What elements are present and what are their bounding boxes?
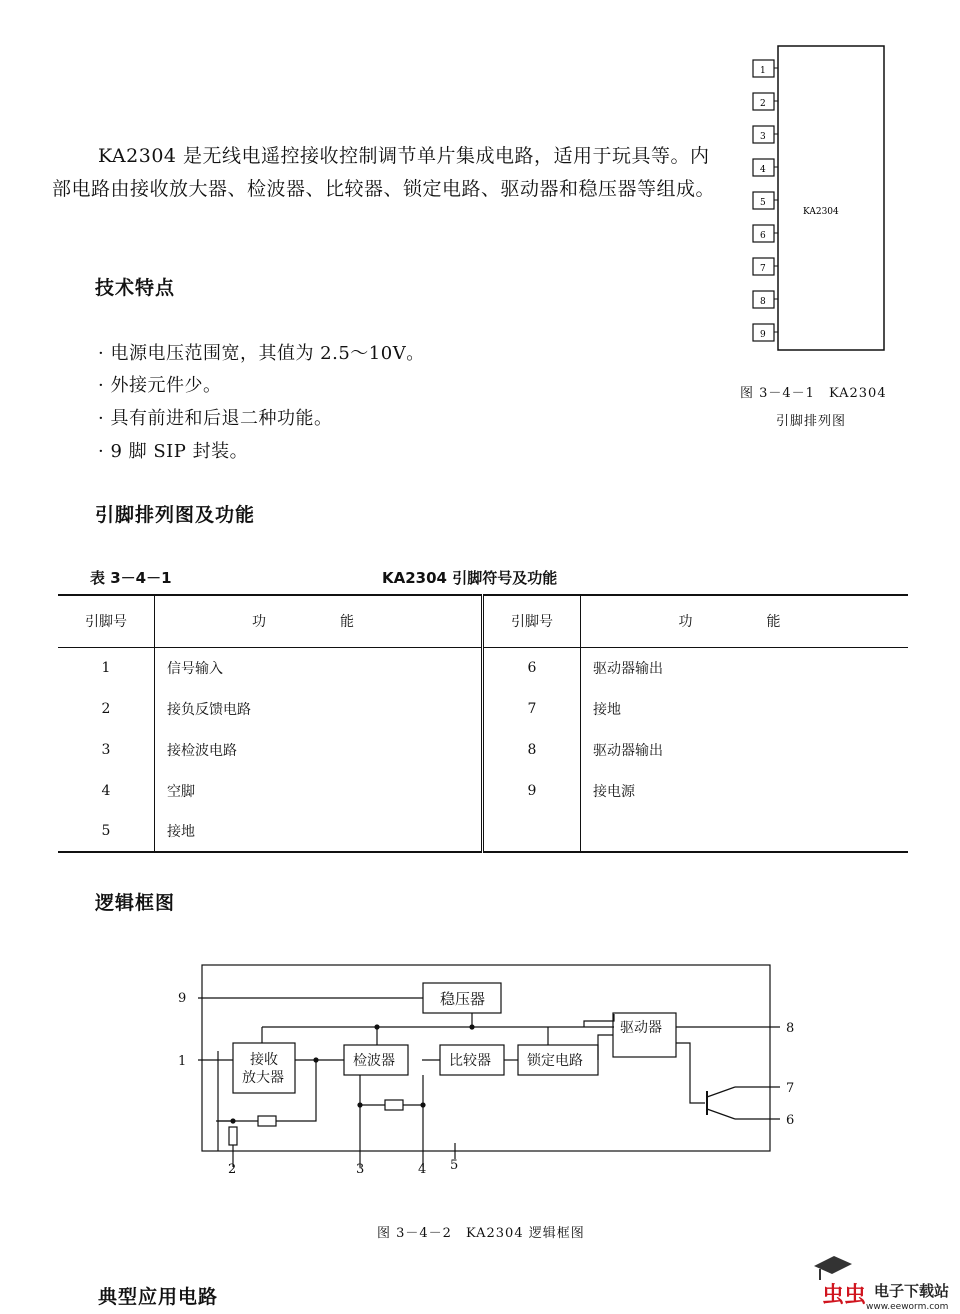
amplifier-label-2: 放大器: [242, 1070, 284, 1086]
pin-function: 接负反馈电路: [155, 688, 483, 729]
feature-item: · 电源电压范围宽，其值为 2.5～10V。: [98, 343, 425, 364]
pin-section-heading: 引脚排列图及功能: [95, 504, 256, 526]
logic-pin-4: 4: [418, 1162, 427, 1177]
table-row: [58, 770, 908, 811]
table-header-row: [58, 595, 908, 647]
watermark-logo: 虫虫: [822, 1283, 867, 1308]
logic-pin-3: 3: [356, 1162, 365, 1177]
features-heading: 技术特点: [95, 277, 176, 299]
table-row: [58, 688, 908, 729]
pin-function: 接地: [155, 811, 483, 852]
pin-function: 空脚: [155, 770, 483, 811]
header-pin-right: 引脚号: [483, 595, 581, 647]
pin-function-table: [58, 594, 908, 853]
site-watermark: [812, 1252, 958, 1314]
chip-label: KA2304: [803, 207, 839, 217]
application-heading: 典型应用电路: [98, 1286, 219, 1308]
table-number: 表 3－4－1: [90, 569, 172, 587]
feature-item: · 外接元件少。: [98, 375, 222, 396]
feature-item: · 9 脚 SIP 封装。: [98, 441, 249, 462]
logic-heading: 逻辑框图: [95, 892, 176, 914]
pin-number-label: 3: [760, 132, 766, 142]
logic-pin-1: 1: [178, 1054, 187, 1069]
table-row: [58, 647, 908, 688]
header-pin-left: 引脚号: [85, 614, 127, 631]
chip-body: [778, 46, 884, 350]
table-title: KA2304 引脚符号及功能: [382, 569, 558, 587]
pin-number-label: 8: [760, 297, 766, 307]
pinout-caption-line2: 引脚排列图: [776, 414, 847, 429]
pin-number: 1: [101, 659, 111, 676]
pin-function: 接检波电路: [155, 729, 483, 770]
logic-pin-8: 8: [786, 1021, 795, 1036]
pin-number-label: 1: [760, 66, 766, 76]
feature-item: · 具有前进和后退二种功能。: [98, 408, 333, 429]
latch-label: 锁定电路: [527, 1053, 583, 1069]
intro-paragraph: KA2304 是无线电遥控接收控制调节单片集成电路，适用于玩具等。内部电路由接收放大器、检波器、比较器、锁定电路、驱动器和稳压器等组成。: [52, 145, 716, 200]
pin-number: 5: [58, 811, 155, 852]
pin-function: 驱动器输出: [581, 729, 909, 770]
header-function-right: 功 能: [581, 595, 909, 647]
pin-function: 驱动器输出: [581, 647, 909, 688]
header-function-left: 功 能: [155, 595, 483, 647]
logic-pin-9: 9: [178, 991, 187, 1006]
logic-pin-5: 5: [450, 1158, 459, 1173]
pin-number: 7: [483, 688, 581, 729]
amplifier-label-1: 接收: [250, 1052, 278, 1068]
logic-pin-7: 7: [786, 1081, 795, 1096]
pin-number-label: 9: [760, 330, 766, 340]
watermark-site-name: 电子下载站: [874, 1282, 950, 1300]
pin-number: 4: [101, 782, 111, 799]
pin-number-label: 5: [760, 198, 766, 208]
logic-pin-2: 2: [228, 1162, 237, 1177]
table-row: [58, 729, 908, 770]
pin-function: 信号输入: [155, 647, 483, 688]
logic-block-diagram: [170, 955, 820, 1185]
pin-boxes: [753, 60, 778, 341]
pin-function: [581, 811, 909, 852]
detector-label: 检波器: [353, 1053, 395, 1069]
logic-pin-6: 6: [786, 1113, 795, 1128]
driver-label: 驱动器: [620, 1020, 662, 1036]
logic-caption: 图 3－4－2 KA2304 逻辑框图: [377, 1226, 585, 1241]
pin-number-label: 4: [760, 165, 766, 175]
pin-function: 接电源: [581, 770, 909, 811]
regulator-label: 稳压器: [440, 990, 486, 1008]
pin-number: 9: [483, 770, 581, 811]
pinout-diagram: [745, 40, 895, 360]
table-row: [58, 811, 908, 852]
pin-number: 8: [483, 729, 581, 770]
pin-number: 6: [483, 647, 581, 688]
pinout-caption-line1: 图 3－4－1 KA2304: [740, 386, 887, 401]
pin-function: 接地: [581, 688, 909, 729]
pin-number: 3: [101, 741, 111, 758]
watermark-url: www.eeworm.com: [866, 1302, 949, 1312]
comparator-label: 比较器: [449, 1053, 491, 1069]
pin-number-label: 7: [760, 264, 766, 274]
pin-number: 2: [101, 700, 111, 717]
pin-number-label: 2: [760, 99, 766, 109]
pin-number: [483, 811, 581, 852]
pin-number-label: 6: [760, 231, 766, 241]
